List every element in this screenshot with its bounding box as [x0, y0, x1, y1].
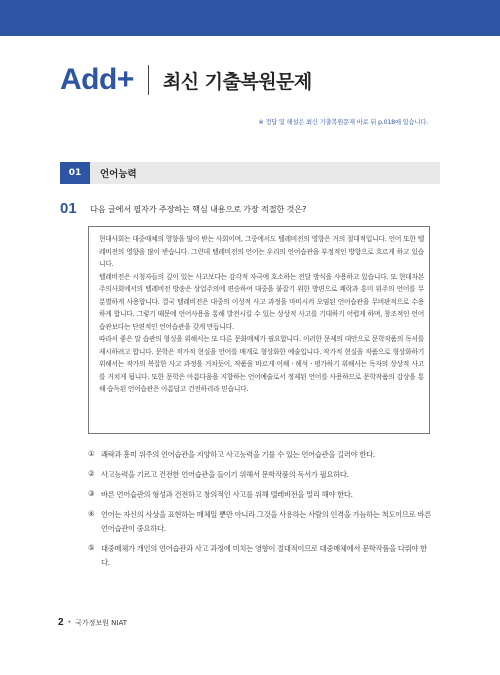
footer-text: 국가정보원 NIAT [75, 618, 127, 627]
answer-options [88, 448, 433, 576]
section-bar [60, 162, 440, 184]
passage-paragraph: 텔레비전은 시청자들의 깊이 있는 사고보다는 감각적 자극에 호소하는 전달 방식을 사용하고 있습니다. 또 현대자본주의사회에서의 텔레비전 방송은 상업주의에 편승하여 대중을 붙잡기 위한 방편으로 쾌락과 흥미 위주의 언어를 무분별하게 사용합니다. 결국 텔레비전은 대중의 이성적 사고 과정을 마비시켜 오염된 언어습관을 무비판적으로 수용하게 합니다. 그렇기 때문에 언어사용을 통해 발전시킬 수 있는 상상적 사고를 기대하기 어렵게 하며, 창조적인 언어습관보다는 단편적인 언어습관을 갖게 만듭니다. [99, 272, 424, 331]
option-text: 사고능력을 기르고 건전한 언어습관을 들이기 위해서 문학작품의 독서가 필요하다. [101, 470, 349, 479]
header-divider [148, 65, 149, 95]
answer-note: ※ 정답 및 해설은 최신 기출복원문제 바로 뒤 p.018에 있습니다. [258, 119, 428, 126]
option-marker: ④ [88, 509, 95, 518]
top-banner [0, 0, 500, 36]
option-text: 대중매체가 개인의 언어습관과 사고 과정에 미치는 영향이 절대적이므로 대중매체에서 문학작품을 다뤄야 한다. [101, 544, 427, 567]
option-text: 언어는 자신의 사상을 표현하는 매체일 뿐만 아니라 그것을 사용하는 사람의 인격을 가늠하는 척도이므로 바른 언어습관이 중요하다. [101, 510, 431, 533]
footer-bullet-icon: • [67, 619, 72, 626]
option-text: 바른 언어습관의 형성과 건전하고 창의적인 사고를 위해 텔레비전을 멀리 해야 한다. [101, 490, 353, 499]
passage-paragraph: 현대사회는 대중매체의 영향을 많이 받는 사회이며, 그중에서도 텔레비전의 영향은 거의 절대적입니다. 언어 또한 텔레비전의 영향을 많이 받습니다. 그런데 텔레비전의 언어는 우리의 언어습관을 부정적인 방향으로 흐르게 하고 있습니다. [99, 235, 424, 268]
page-header [60, 62, 312, 98]
passage-paragraph: 따라서 좋은 말 습관의 형성을 위해서는 또 다른 문화매체가 필요합니다. 이러한 문제의 대안으로 문학작품의 독서를 제시하려고 합니다. 문학은 작가적 현실을 언어를 매개로 형상화한 예술입니다. 작가적 현실을 작품으로 형상화하기 위해서는 작가의 복잡한 사고 과정을 거치듯이, 작품을 바르게 이해ㆍ해석ㆍ평가하기 위해서는 독자의 상상적 사고를 거치게 됩니다. 또한 문학은 아름다움을 지향하는 언어예술로서 정제된 언어를 사용하므로 문학작품의 감상을 통해 습득된 언어습관은 아름답고 건전하리라 믿습니다. [99, 335, 424, 393]
option-text: 쾌락과 흥미 위주의 언어습관을 지양하고 사고능력을 기를 수 있는 언어습관을 길러야 한다. [101, 450, 375, 459]
brand-logo: Add+ [60, 63, 134, 96]
page-footer [58, 617, 127, 628]
section-number: 01 [60, 162, 90, 184]
answer-option-1[interactable] [88, 448, 433, 462]
option-marker: ⑤ [88, 543, 95, 552]
question-number: 01 [60, 200, 77, 217]
question-text: 다음 글에서 필자가 주장하는 핵심 내용으로 가장 적절한 것은? [90, 204, 307, 214]
answer-option-3[interactable] [88, 488, 433, 502]
option-marker: ③ [88, 489, 95, 498]
section-label: 언어능력 [100, 169, 137, 180]
option-marker: ① [88, 449, 95, 458]
page-title: 최신 기출복원문제 [162, 70, 312, 93]
page-number: 2 [58, 617, 64, 628]
answer-option-5[interactable] [88, 542, 433, 570]
option-marker: ② [88, 469, 95, 478]
answer-option-4[interactable] [88, 508, 433, 536]
answer-option-2[interactable] [88, 468, 433, 482]
passage-box [88, 226, 430, 434]
